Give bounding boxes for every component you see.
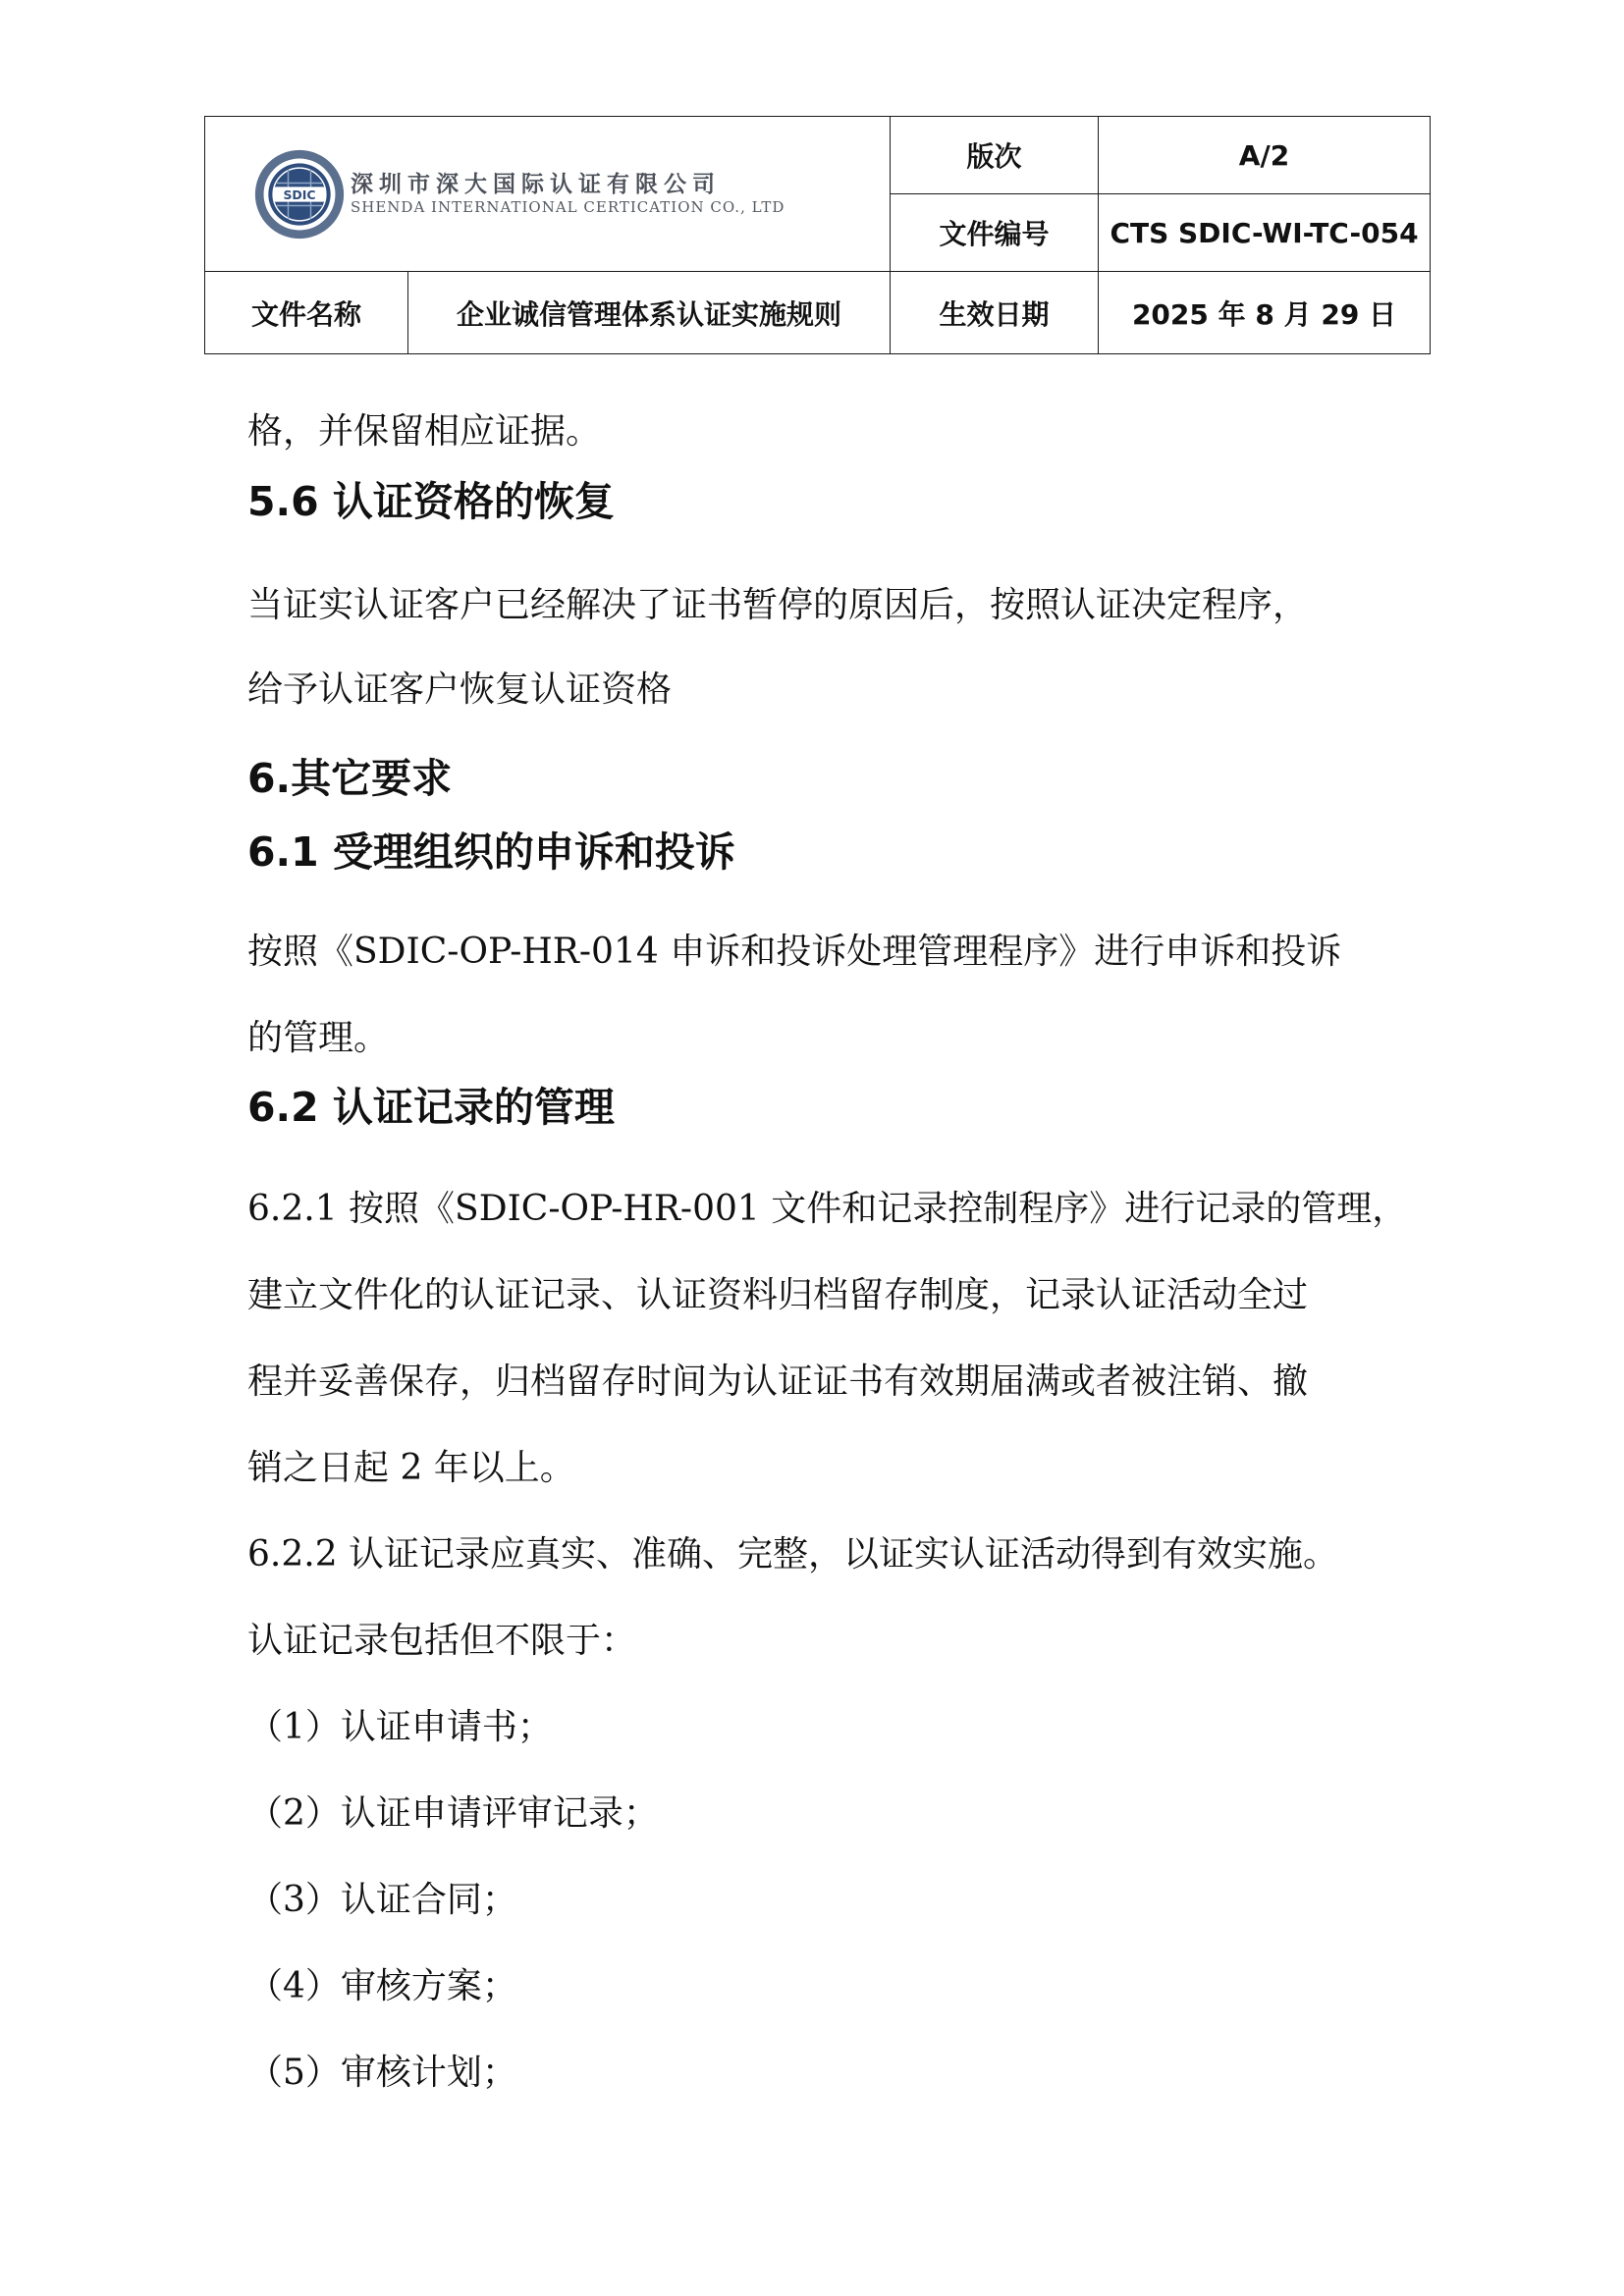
doc-no-value: CTS SDIC-WI-TC-054 [1099,194,1431,272]
document-header-table [204,116,1431,354]
company-logo-cell [205,117,891,272]
list-item: （1）认证申请书； [247,1707,553,1747]
doc-name-value: 企业诚信管理体系认证实施规则 [408,272,891,354]
version-label: 版次 [891,117,1099,194]
heading-6-2: 6.2 认证记录的管理 [247,1084,615,1131]
list-item: （4）审核方案； [247,1966,517,2006]
paragraph-5-6-line-1: 当证实认证客户已经解决了证书暂停的原因后，按照认证决定程序， [247,585,1309,625]
heading-6: 6.其它要求 [247,755,453,802]
paragraph-5-6-line-2: 给予认证客户恢复认证资格 [247,669,673,710]
company-name-en: SHENDA INTERNATIONAL CERTICATION CO., LTD [351,198,785,217]
doc-name-label: 文件名称 [205,272,408,354]
list-item: （2）认证申请评审记录； [247,1793,659,1834]
paragraph-6-2-1-line-1: 6.2.1 按照《SDIC-OP-HR-001 文件和记录控制程序》进行记录的管理， [247,1189,1408,1229]
paragraph-6-2-2-line-2: 认证记录包括但不限于： [247,1621,637,1661]
doc-no-label: 文件编号 [891,194,1099,272]
paragraph-6-2-1-line-3: 程并妥善保存，归档留存时间为认证证书有效期届满或者被注销、撤 [247,1362,1309,1402]
paragraph-6-2-1-line-4: 销之日起 2 年以上。 [247,1448,575,1488]
company-logo-icon [252,147,347,241]
list-item: （3）认证合同； [247,1880,517,1920]
heading-6-1: 6.1 受理组织的申诉和投诉 [247,828,735,876]
version-value: A/2 [1099,117,1431,194]
effective-date-value: 2025 年 8 月 29 日 [1099,272,1431,354]
paragraph-continuation: 格，并保留相应证据。 [247,411,602,452]
paragraph-6-1-line-1: 按照《SDIC-OP-HR-014 申诉和投诉处理管理程序》进行申诉和投诉 [247,932,1342,972]
effective-date-label: 生效日期 [891,272,1099,354]
company-name-cn: 深圳市深大国际认证有限公司 [351,171,721,197]
paragraph-6-1-line-2: 的管理。 [247,1018,390,1058]
heading-5-6: 5.6 认证资格的恢复 [247,478,615,525]
paragraph-6-2-1-line-2: 建立文件化的认证记录、认证资料归档留存制度，记录认证活动全过 [247,1275,1309,1315]
logo-text: SDIC [283,187,316,202]
paragraph-6-2-2-line-1: 6.2.2 认证记录应真实、准确、完整，以证实认证活动得到有效实施。 [247,1534,1339,1575]
list-item: （5）审核计划； [247,2053,517,2093]
